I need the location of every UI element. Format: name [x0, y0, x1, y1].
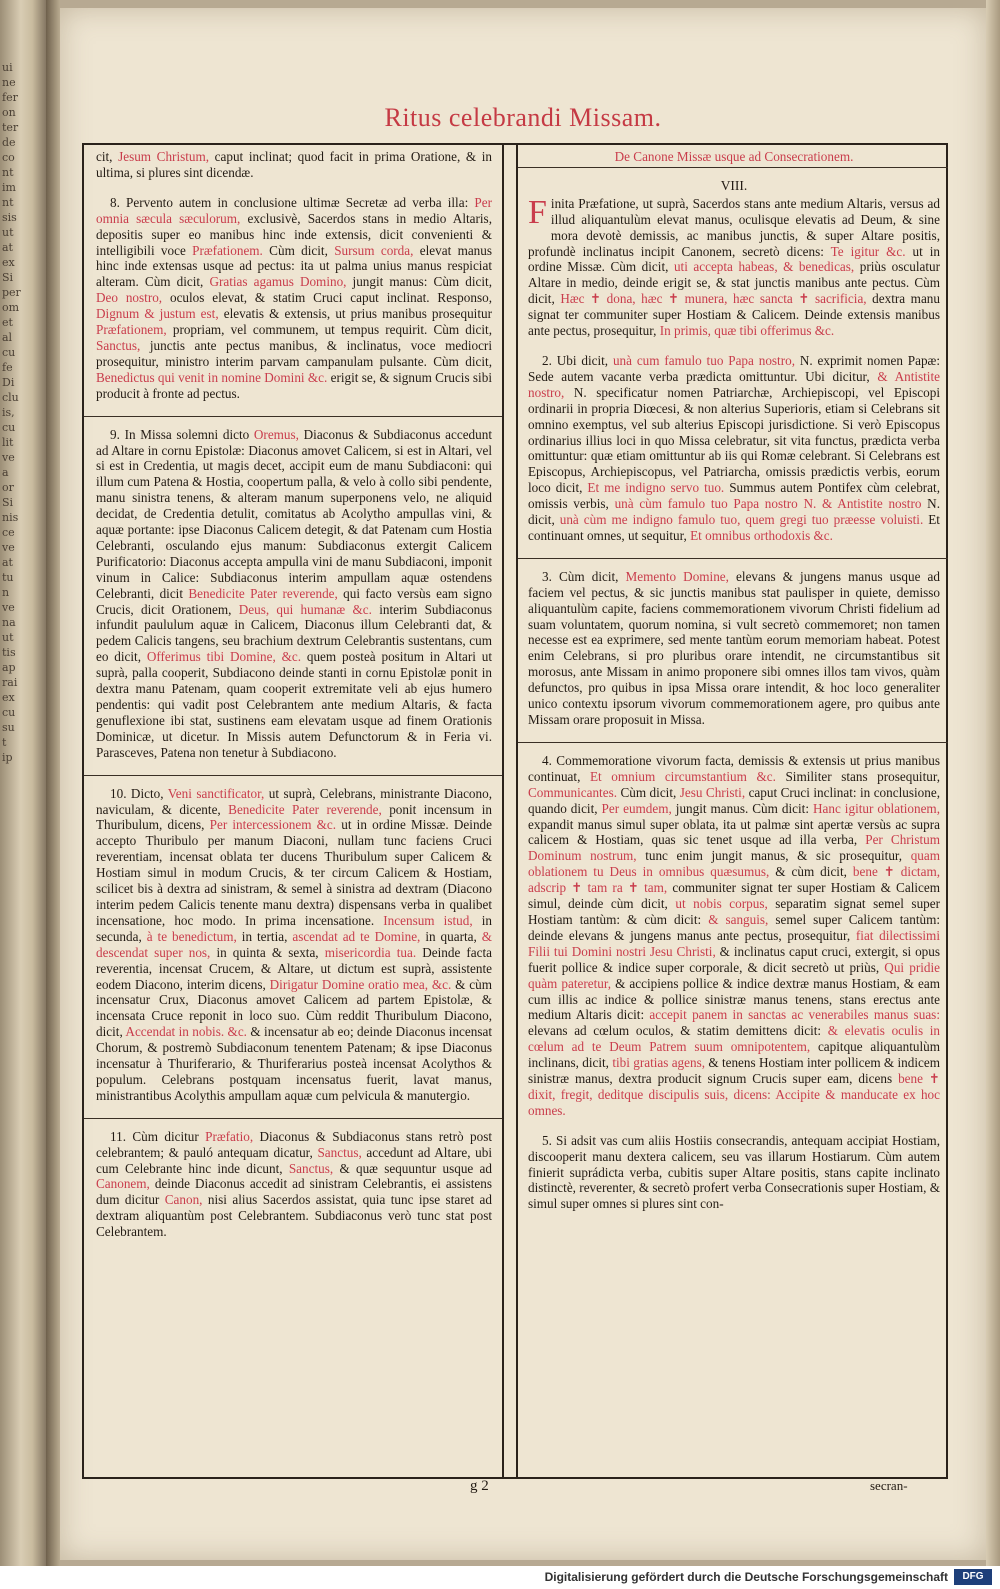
drop-capital: F	[528, 193, 547, 231]
left-column	[84, 145, 504, 1477]
page-title: Ritus celebrandi Missam.	[384, 103, 662, 132]
paragraph-5: 5. Si adsit vas cum aliis Hostiis consecrandis, antequam accipiat Hostiam, discooperit manu dextera calicem, seu vas illarum Hostiarum. Cùm autem finierit suprádicta verba, cubitis super Altare positis, stans capite inclinato distinctè, reverenter, & secretò profert verba Consecrationis super Hostiam, & simul super omnes si plures sint con-	[528, 1132, 940, 1212]
section-divider	[84, 775, 504, 776]
right-column	[516, 145, 948, 1477]
section-divider	[518, 558, 948, 559]
paragraph-4: 4. Commemoratione vivorum facta, demissis & extensis ut prius manibus continuat, Et omnium circumstantium &c. Similiter stans prosequitur, Communicantes. Cùm dicit, Jesu Christi, caput Cruci inclinat: in conclusione, quando dicit, Per eumdem, jungit manus. Cùm dicit: Hanc igitur oblationem, expandit manus simul super oblata, ita ut palmæ sint apertæ versùs ac supra calicem & Hostiam, quas sic tenet usque ad illa verba, Per Christum Dominum nostrum, tunc enim jungit manus, & sic prosequitur, quam oblationem tu Deus in omnibus quæsumus, & cùm dicit, bene ✝ dictam, adscrip ✝ tam ra ✝ tam, communiter signat ter super Hostiam & Calicem simul, deinde cùm dicit, ut nobis corpus, separatim signat semel super Hostiam tantùm: & cùm dicit: & sanguis, semel super Calicem tantùm: deinde elevans & jungens manus ante pectus, prosequitur, fiat dilectissimi Filii tui Domini nostri Jesu Christi, & inclinatus caput cruci, extergit, si opus fuerit pollice & indice super corporale, & dicit secretò ut priùs, Qui pridie quàm pateretur, & accipiens pollice & indice dextræ manus Hostiam, & eam cum illis ac indice & pollice sinistræ manus tenens, stans erectus ante medium Altaris dicit: accepit panem in sanctas ac venerabiles manus suas: elevans ad cœlum oculos, & statim demittens dicit: & elevatis oculis in cœlum ad te Deum Patrem suum omnipotentem, capitque aliquantulùm inclinans, dicit, tibi gratias agens, & tenens Hostiam inter pollicem & indicem sinistræ manus, dextra producit signum Crucis super eam, dicens bene ✝ dixit, fregit, deditque discipulis suis, dicens: Accipite & manducate ex hoc omnes.	[528, 752, 941, 1118]
paragraph-1: Finita Præfatione, ut suprà, Sacerdos stans ante medium Altaris, versus ad illud aliquantulùm elevat manus, oculisque elevatis ad Deum, & sine mora devotè demissis, ac manibus junctis, & super Altare positis, profundè inclinatus incipit Canonem, secretò dicens: Te igitur &c. ut in ordine Missæ. Cùm dicit, uti accepta habeas, & benedicas, priùs osculatur Altare in medio, deinde erigit se, & stat junctis manibus ante pectus. Cùm dicit, Hæc ✝ dona, hæc ✝ munera, hæc sancta ✝ sacrificia, dextra manu signat ter communiter super Hostiam & Calicem. Deinde extensis manibus ante pectus, prosequitur, In primis, quæ tibi offerimus &c.	[528, 193, 941, 339]
section-divider	[518, 742, 948, 743]
chapter-numeral: VIII.	[720, 177, 748, 193]
paragraph-8: 8. Pervento autem in conclusione ultimæ Secretæ ad verba illa: Per omnia sæcula sæculorum, exclusivè, Sacerdos stans in medio Altaris, depositis super eo manibus hinc inde extensis, dicit convenienti & intelligibili voce Præfationem. Cùm dicit, Sursum corda, elevat manus hinc inde extensas usque ad pectus: ita ut palma unius manus respiciat alteram. Cùm dicit, Gratias agamus Domino, jungit manus: Cùm dicit, Deo nostro, oculos elevat, & statim Cruci caput inclinat. Responso, Dignum & justum est, elevatis & extensis, ut prius manibus prosequitur Præfationem, propriam, vel communem, ut tempus requirit. Cùm dicit, Sanctus, junctis ante pectus manibus, & inclinatus, voce mediocri prosequitur, ministro interim parvam campanulam pulsante. Cùm dicit, Benedictus qui venit in nomine Domini &c. erigit se, & signum Crucis sibi producit à fronte ad pectus.	[96, 194, 492, 401]
digitization-footer	[0, 1566, 1000, 1589]
section-divider	[518, 167, 948, 168]
paragraph-9: 9. In Missa solemni dicto Oremus, Diaconus & Subdiaconus accedunt ad Altare in cornu Epistolæ: Diaconus amovet Calicem, si est in Altari, vel si est in Credentia, ut magis decet, accipit eum de manu Subdiaconi: qui illum cum Patena & Hostia, coopertum palla, & velo à collo sibi pendente, manu sinistra tenens, & alteram manum superponens velo, ne aliquid decidat, de Credentia detulit, comitatus ab Acolytho ampullas vini, & aquæ portante: ipse Diaconus Calicem detegit, & dat Patenam cum Hostia Celebranti, osculando ejus manum: Subdiaconus extergit Calicem Purificatorio: Diaconus accepta ampulla vini de manu Subdiaconi, imponit vinum in Calice: Subdiaconus interim ampullam aquæ ostendens Celebranti, dicit Benedicite Pater reverende, qui facto versùs eam signo Crucis, dicit Orationem, Deus, qui humanæ &c. interim Subdiaconus infundit paululum aquæ in Calicem, Diaconus illum Celebranti dat, & pedem Calicis tangens, seu brachium dextrum Celebrantis sustentans, cum eo dicit, Offerimus tibi Domine, &c. quem posteà positum in Altari ut suprà, palla cooperit, Subdiacono deinde stanti in cornu Epistolæ ponit in dextra manu Patenam, quam cooperit extremitate veli ab ejus humero pendentis: qui vadit post Celebrantem ante medium Altaris, & facta genuflexione ibi stat, sustinens eam elevatam usque ad finem Orationis Dominicæ, ut dicetur. In Missis autem Defunctorum & in Feria vi. Parasceves, Patena non tenetur à Subdiacono.	[96, 426, 492, 760]
paragraph-continued: cit, Jesum Christum, caput inclinat; quod facit in prima Oratione, & in ultima, si plures sint dicendæ.	[96, 149, 493, 180]
paragraph-11: 11. Cùm dicitur Præfatio, Diaconus & Subdiaconus stans retrò post celebrantem; & pauló antequam dicatur, Sanctus, accedunt ad Altare, ubi cum Celebrante hinc inde dicunt, Sanctus, & quæ sequuntur usque ad Canonem, deinde Diaconus accedit ad sinistram Celebrantis, ei assistens dum dicitur Canon, nisi alius Sacerdos assistat, quia tunc ipse staret ad dextram aliquantùm post Celebrantem. Subdiaconus verò tunc stat post Celebrantem.	[96, 1128, 492, 1240]
paragraph-2: 2. Ubi dicit, unà cum famulo tuo Papa nostro, N. exprimit nomen Papæ: Sede autem vacante verba prædicta omittuntur. Ubi dicitur, & Antistite nostro, N. specificatur nomen Patriarchæ, Archiepiscopi, vel Episcopi ordinarii in propria Diœcesi, & non alterius Superioris, etiam si Celebrans sit omnino exemptus, vel sub alterius Episcopi jurisdictione. Si verò Episcopus ordinarius illius loci in quo Missa celebratur, sit vita functus, prædicta verba omittuntur: quæ etiam omittuntur ab iis qui Romæ celebrant. Si Celebrans est Episcopus, Archiepiscopus, vel Patriarcha, omissis prædictis verbis, eorum loco dicit, Et me indigno servo tuo. Summus autem Pontifex cùm celebrat, omissis verbis, unà cùm famulo tuo Papa nostro N. & Antistite nostro N. dicit, unà cùm me indigno famulo tuo, quem gregi tuo præesse voluisti. Et continuant omnes, ut sequitur, Et omnibus orthodoxis &c.	[528, 352, 940, 543]
paragraph-10: 10. Dicto, Veni sanctificator, ut suprà, Celebrans, ministrante Diacono, naviculam, & dicente, Benedicite Pater reverende, ponit incensum in Thuribulum, dicens, Per intercessionem &c. ut in ordine Missæ. Deinde accepto Thuribulo per manum Diaconi, nullam tunc faciens Cruci reverentiam, incensat oblata ter ducens Thuribulum super Calicem & Hostiam simul in modum Crucis, & ter circum Calicem & Hostiam, scilicet bis à dextra ad sinistram, & semel à sinistra ad dextram (Diacono interim pedem Calicis tenente manu dextra) dispensans verba in qualibet incensatione, hoc modo. In prima incensatione. Incensum istud, in secunda, à te benedictum, in tertia, ascendat ad te Domine, in quarta, & descendat super nos, in quinta & sexta, misericordia tua. Deinde facta reverentia, incensat Crucem, & Altare, ut dictum est suprà, assistente eodem Diacono, interim dicens, Dirigatur Domine oratio mea, &c. & cùm incensatur Crux, Diaconus amovet Calicem ad partem Epistolæ, & incensata Cruce reponit in loco suo. Cùm reddit Thuribulum Diacono, dicit, Accendat in nobis. &c. & incensatur ab eo; deinde Diaconus incensat Chorum, & postremò Subdiaconum tenentem Patenam; & ipse Diaconus incensatur à Thuriferario, & Thuriferarius posteà incensat Acolythos & populum. Celebrans postquam incensatus fuerit, lavat manus, ministrantibus Acolythis ampullam aquæ cum pelvicula & manutergio.	[96, 785, 493, 1103]
section-divider	[84, 416, 504, 417]
book-gutter	[46, 0, 60, 1589]
page-edge-right	[986, 0, 1000, 1589]
section-divider	[84, 1118, 504, 1119]
dfg-logo: DFG	[954, 1569, 992, 1585]
text-frame	[82, 143, 948, 1479]
signature-mark: g 2	[470, 1478, 489, 1494]
book-page	[60, 8, 986, 1560]
adjacent-page-edge	[0, 0, 46, 1589]
paragraph-3: 3. Cùm dicit, Memento Domine, elevans & jungens manus usque ad faciem vel pectus, & sic junctis manibus stat paulisper in quiete, demisso aliquantulùm capite, faciens commemorationem vivorum Christi fidelium ad suam voluntatem, quorum nomina, si vult secretò commemoret; non tamen necesse est ea exprimere, sed mente tantùm eorum memoriam habeat. Potest enim Celebrans, si pro pluribus orare intendit, ne circumstantibus sit morosus, ante Missam in animo proponere sibi omnes illos tam vivos, quàm defunctos, pro quibus in ipsa Missa orare intendit, & hoc loco generaliter unico contextu ipsorum vivorum commemorationem agere, pro quibus ante Missam orare proposuit in Missa.	[528, 568, 940, 727]
section-heading: De Canone Missæ usque ad Consecrationem.	[614, 149, 854, 164]
adjacent-page-fragments: ui ne fer on ter de co nt im nt sis ut at ex Si per om et al cu fe Di clu is, cu lit ve a or Si nis ce ve at tu n ve na ut tis ap rai ex cu su t ip	[2, 61, 21, 764]
catchword: secran-	[870, 1478, 908, 1493]
funding-note: Digitalisierung gefördert durch die Deutsche Forschungsgemeinschaft	[544, 1570, 948, 1584]
